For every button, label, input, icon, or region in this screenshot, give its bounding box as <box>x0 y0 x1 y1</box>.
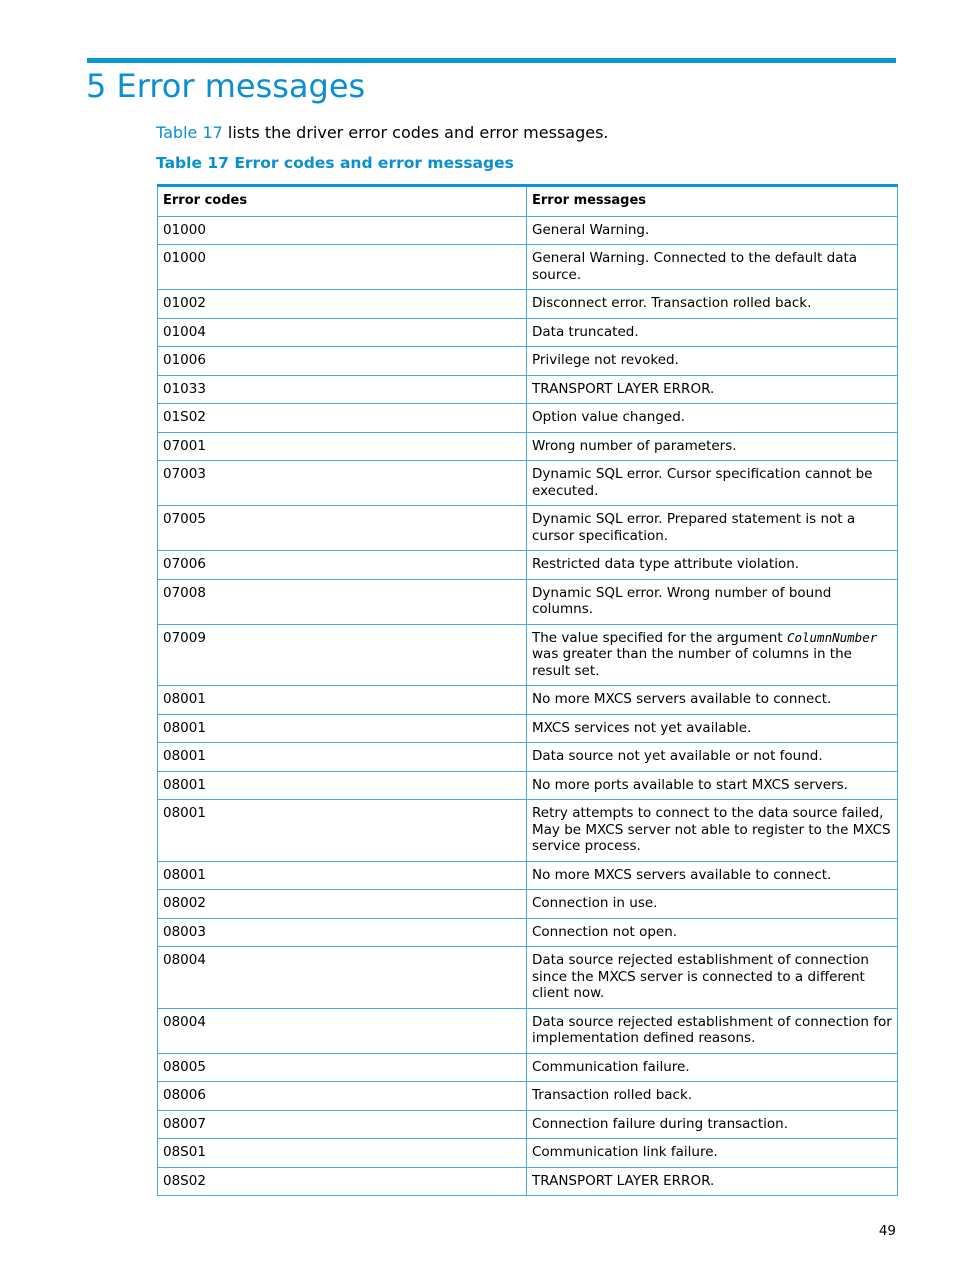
table-caption: Table 17 Error codes and error messages <box>156 154 514 172</box>
error-code: 08003 <box>158 918 527 947</box>
error-code: 08001 <box>158 743 527 772</box>
table-row <box>158 432 898 461</box>
error-message: Dynamic SQL error. Prepared statement is not a cursor specification. <box>527 506 898 551</box>
message-text-pre: The value specified for the argument <box>532 629 787 646</box>
error-message: Data source rejected establishment of connection for implementation defined reasons. <box>527 1008 898 1053</box>
error-code: 01S02 <box>158 404 527 433</box>
error-message: TRANSPORT LAYER ERROR. <box>527 375 898 404</box>
table-row <box>158 861 898 890</box>
error-code: 08007 <box>158 1110 527 1139</box>
error-message: TRANSPORT LAYER ERROR. <box>527 1167 898 1196</box>
error-codes-table <box>157 184 898 1196</box>
error-code: 01004 <box>158 318 527 347</box>
error-message: MXCS services not yet available. <box>527 714 898 743</box>
argument-code: ColumnNumber <box>786 629 878 645</box>
table-row <box>158 1082 898 1111</box>
error-code: 07005 <box>158 506 527 551</box>
table-row <box>158 347 898 376</box>
error-message: General Warning. Connected to the default data source. <box>527 245 898 290</box>
intro-paragraph <box>156 123 609 143</box>
page-number: 49 <box>878 1223 896 1239</box>
error-code: 08004 <box>158 947 527 1009</box>
table-row <box>158 245 898 290</box>
error-code: 08S02 <box>158 1167 527 1196</box>
error-code: 01002 <box>158 290 527 319</box>
error-code: 08001 <box>158 861 527 890</box>
error-code: 08002 <box>158 890 527 919</box>
table-row <box>158 551 898 580</box>
table-header-row <box>158 186 898 217</box>
error-code: 01000 <box>158 216 527 245</box>
error-message: Transaction rolled back. <box>527 1082 898 1111</box>
error-code: 07001 <box>158 432 527 461</box>
error-message: Communication link failure. <box>527 1139 898 1168</box>
intro-text: lists the driver error codes and error messages. <box>222 123 609 142</box>
error-message: Communication failure. <box>527 1053 898 1082</box>
chapter-title: 5 Error messages <box>86 67 366 105</box>
error-message: Data source not yet available or not found. <box>527 743 898 772</box>
table-row <box>158 1053 898 1082</box>
table-row <box>158 1139 898 1168</box>
table-row <box>158 890 898 919</box>
table-row <box>158 318 898 347</box>
message-text-post: was greater than the number of columns in the result set. <box>532 646 852 679</box>
error-code: 07006 <box>158 551 527 580</box>
error-code: 01000 <box>158 245 527 290</box>
error-code: 08S01 <box>158 1139 527 1168</box>
chapter-top-rule <box>87 58 896 63</box>
error-message: Disconnect error. Transaction rolled back. <box>527 290 898 319</box>
table-row <box>158 1167 898 1196</box>
table-row <box>158 743 898 772</box>
error-code: 07003 <box>158 461 527 506</box>
table-row <box>158 290 898 319</box>
table-row <box>158 947 898 1009</box>
error-code: 08001 <box>158 686 527 715</box>
table-row <box>158 1110 898 1139</box>
error-message: Connection failure during transaction. <box>527 1110 898 1139</box>
error-code: 07008 <box>158 579 527 624</box>
table-row <box>158 918 898 947</box>
error-message: Data truncated. <box>527 318 898 347</box>
error-message: Retry attempts to connect to the data source failed, May be MXCS server not able to register to the MXCS service process. <box>527 800 898 862</box>
error-message: Wrong number of parameters. <box>527 432 898 461</box>
table-row <box>158 404 898 433</box>
error-message: Data source rejected establishment of connection since the MXCS server is connected to a different client now. <box>527 947 898 1009</box>
error-message: No more MXCS servers available to connect. <box>527 686 898 715</box>
error-message: Connection in use. <box>527 890 898 919</box>
table-17-link[interactable]: Table 17 <box>156 123 223 142</box>
table-row <box>158 771 898 800</box>
error-code: 01006 <box>158 347 527 376</box>
error-code: 08004 <box>158 1008 527 1053</box>
error-message: Privilege not revoked. <box>527 347 898 376</box>
error-code: 01033 <box>158 375 527 404</box>
table-row <box>158 461 898 506</box>
error-message: No more ports available to start MXCS servers. <box>527 771 898 800</box>
table-row <box>158 624 898 686</box>
error-code: 08001 <box>158 714 527 743</box>
error-message: General Warning. <box>527 216 898 245</box>
error-code: 08006 <box>158 1082 527 1111</box>
error-message: Dynamic SQL error. Cursor specification cannot be executed. <box>527 461 898 506</box>
error-message <box>527 624 898 686</box>
error-message: Option value changed. <box>527 404 898 433</box>
error-message: No more MXCS servers available to connect. <box>527 861 898 890</box>
error-message: Restricted data type attribute violation. <box>527 551 898 580</box>
error-code: 08005 <box>158 1053 527 1082</box>
header-error-codes: Error codes <box>158 186 527 217</box>
table-row <box>158 714 898 743</box>
header-error-messages: Error messages <box>527 186 898 217</box>
error-code: 08001 <box>158 771 527 800</box>
table-row <box>158 375 898 404</box>
table-row <box>158 216 898 245</box>
table-row <box>158 800 898 862</box>
error-message: Dynamic SQL error. Wrong number of bound columns. <box>527 579 898 624</box>
error-code: 08001 <box>158 800 527 862</box>
table-row <box>158 686 898 715</box>
table-row <box>158 1008 898 1053</box>
table-row <box>158 506 898 551</box>
table-row <box>158 579 898 624</box>
error-code: 07009 <box>158 624 527 686</box>
error-message: Connection not open. <box>527 918 898 947</box>
